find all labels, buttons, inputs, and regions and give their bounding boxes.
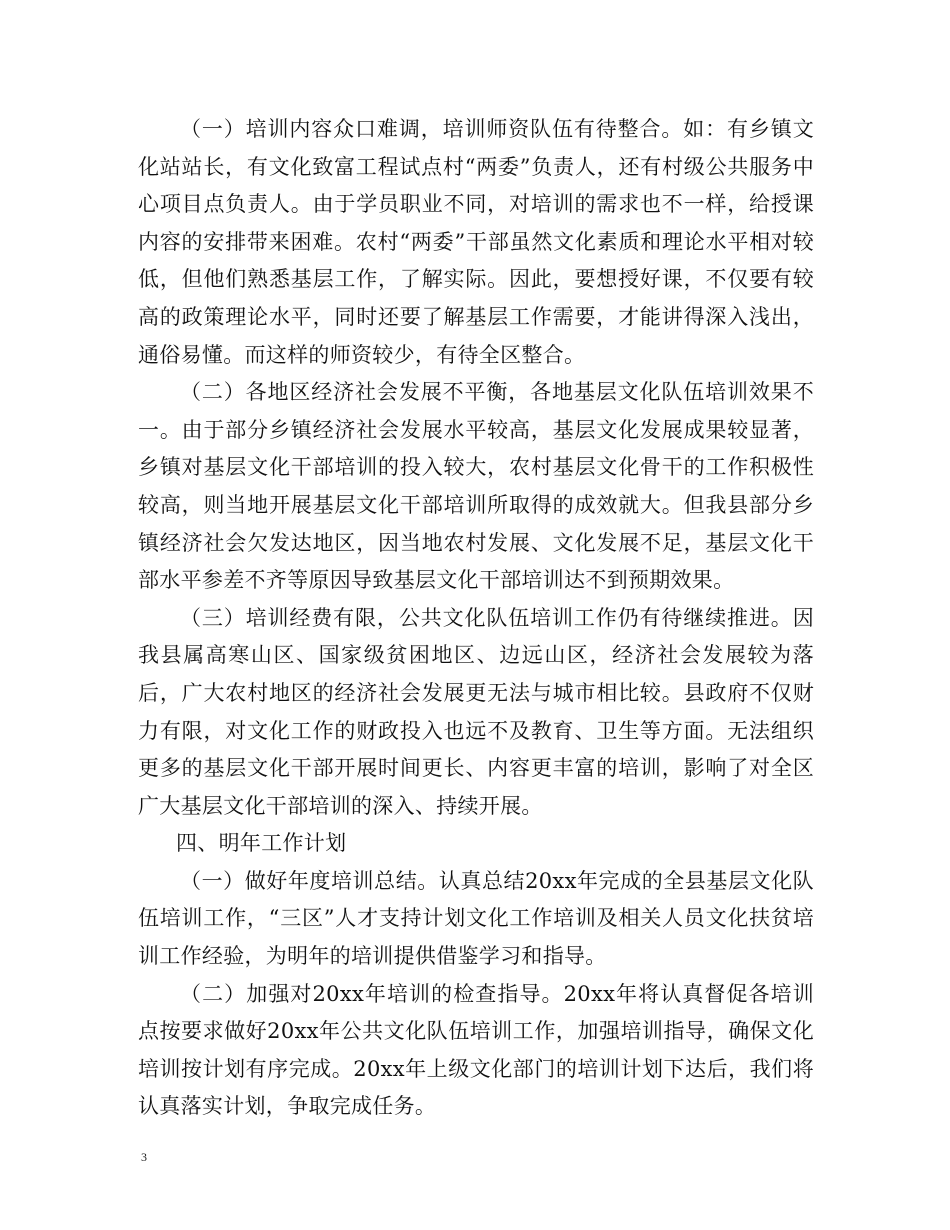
paragraph-problem-2: （二）各地区经济社会发展不平衡，各地基层文化队伍培训效果不一。由于部分乡镇经济社会发展水平较高，基层文化发展成果较显著，乡镇对基层文化干部培训的投入较大，农村基层文化骨干的工作积极性较高，则当地开展基层文化干部培训所取得的成效就大。但我县部分乡镇经济社会欠发达地区，因当地农村发展、文化发展不足，基层文化干部水平参差不齐等原因导致基层文化干部培训达不到预期效果。 [138,380,814,593]
paragraph-plan-1: （一）做好年度培训总结。认真总结20xx年完成的全县基层文化队伍培训工作，“三区”人才支持计划文化工作培训及相关人员文化扶贫培训工作经验，为明年的培训提供借鉴学习和指导。 [138,868,814,969]
paragraph-plan-2: （二）加强对20xx年培训的检查指导。20xx年将认真督促各培训点按要求做好20xx年公共文化队伍培训工作，加强培训指导，确保文化培训按计划有序完成。20xx年上级文化部门的培训计划下达后，我们将认真落实计划，争取完成任务。 [138,981,814,1119]
paragraph-problem-3: （三）培训经费有限，公共文化队伍培训工作仍有待继续推进。因我县属高寒山区、国家级贫困地区、边远山区，经济社会发展较为落后，广大农村地区的经济社会发展更无法与城市相比较。县政府不仅财力有限，对文化工作的财政投入也远不及教育、卫生等方面。无法组织更多的基层文化干部开展时间更长、内容更丰富的培训，影响了对全区广大基层文化干部培训的深入、持续开展。 [138,605,814,818]
paragraph-problem-1: （一）培训内容众口难调，培训师资队伍有待整合。如：有乡镇文化站站长，有文化致富工程试点村“两委”负责人，还有村级公共服务中心项目点负责人。由于学员职业不同，对培训的需求也不一样，给授课内容的安排带来困难。农村“两委”干部虽然文化素质和理论水平相对较低，但他们熟悉基层工作，了解实际。因此，要想授好课，不仅要有较高的政策理论水平，同时还要了解基层工作需要，才能讲得深入浅出，通俗易懂。而这样的师资较少，有待全区整合。 [138,117,814,367]
section-heading-next-year-plan: 四、明年工作计划 [176,831,347,856]
page-number: 3 [141,1150,147,1164]
document-body [138,111,814,1126]
